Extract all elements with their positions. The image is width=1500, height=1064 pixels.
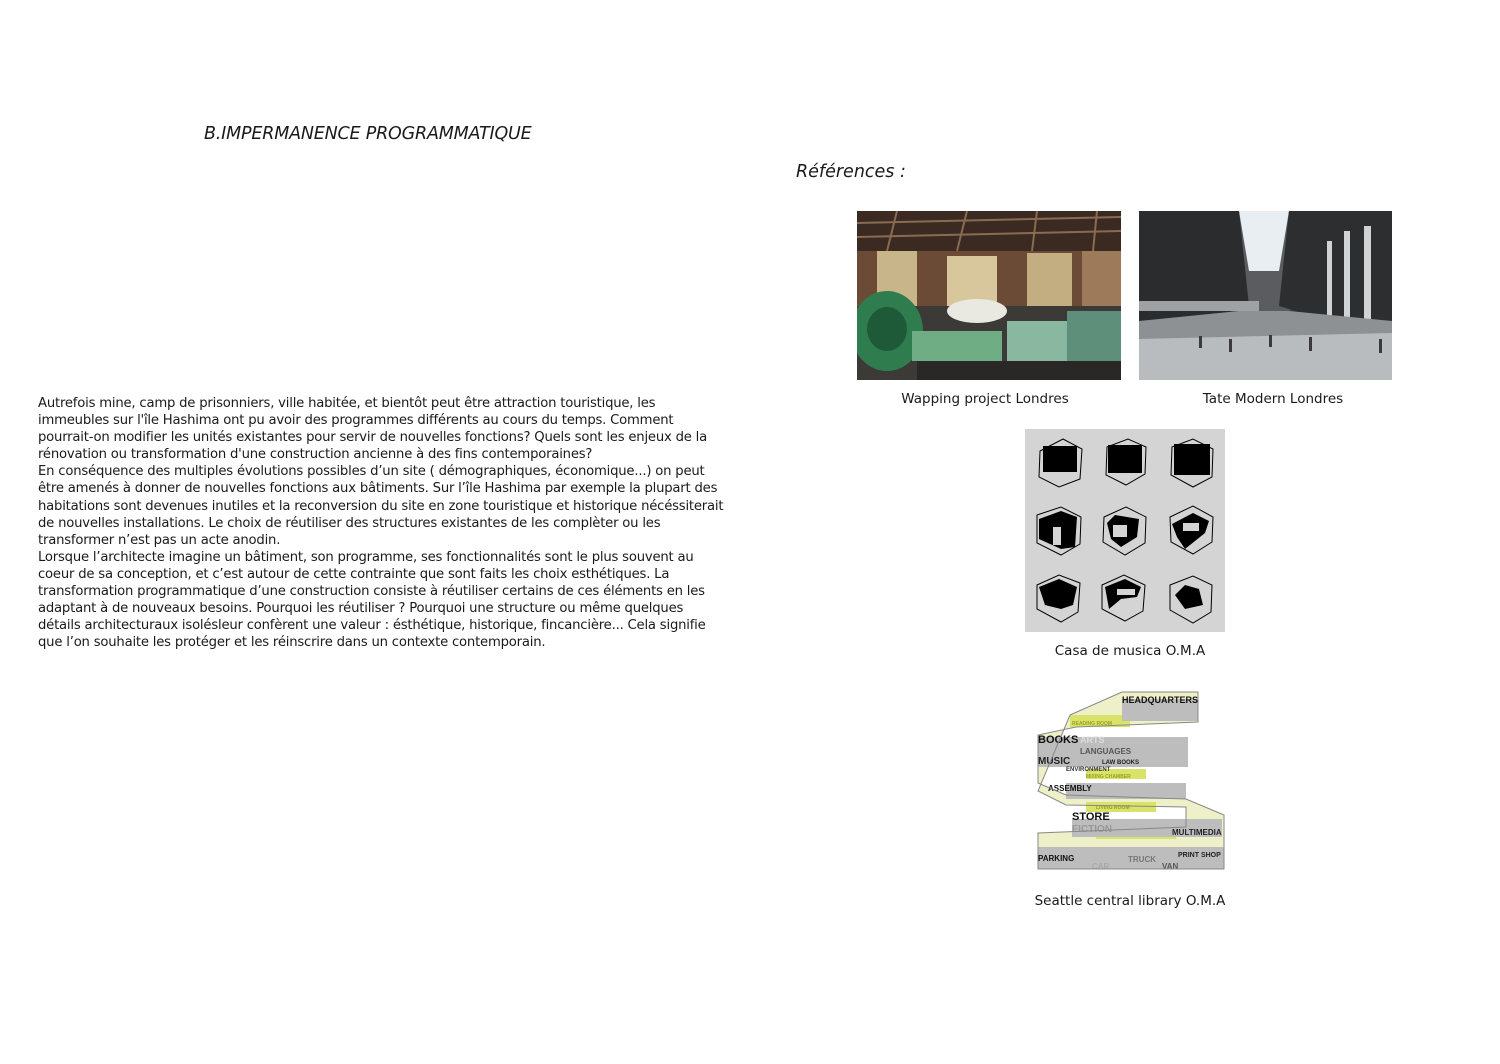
library-word-music: MUSIC: [1038, 756, 1071, 767]
library-word-fiction: FICTION: [1072, 824, 1112, 835]
library-word-car: CAR: [1092, 862, 1110, 871]
library-word-mixing-chamber: MIXING CHAMBER: [1086, 774, 1131, 780]
library-word-arts: ARTS: [1080, 735, 1105, 745]
library-word-parking: PARKING: [1038, 854, 1075, 863]
library-word-van: VAN: [1162, 862, 1179, 871]
library-word-law-books: LAW BOOKS: [1102, 760, 1139, 766]
library-word-environment: ENVIRONMENT: [1066, 767, 1111, 773]
library-word-headquarters: HEADQUARTERS: [1122, 695, 1199, 705]
library-word-assembly: ASSEMBLY: [1048, 784, 1092, 793]
seattle-library-caption: Seattle central library O.M.A: [1034, 893, 1226, 909]
tate-modern-image: [1139, 211, 1392, 380]
seattle-library-diagram: [1036, 687, 1228, 872]
library-word-reading-room: READING ROOM: [1072, 721, 1112, 727]
library-word-books: BOOKS: [1038, 734, 1079, 746]
section-title: B.IMPERMANENCE PROGRAMMATIQUE: [204, 124, 532, 144]
library-word-multimedia: MULTIMEDIA: [1172, 828, 1222, 837]
casa-de-musica-caption: Casa de musica O.M.A: [1054, 643, 1206, 659]
body-text: [38, 395, 728, 651]
casa-de-musica-diagram: [1025, 429, 1225, 632]
tate-modern-caption: Tate Modern Londres: [1202, 391, 1344, 407]
body-paragraph: Lorsque l’architecte imagine un bâtiment, son programme, ses fonctionnalités sont le plus souvent au coeur de sa conception, et c’est autour de cette contrainte que sont faits les choix esthétiques. La transformation programmatique d’une construction consiste à réutiliser certains de ces éléments en les adaptant à de nouveaux besoins. Pourquoi les réutiliser ? Pourquoi une structure ou même quelques détails architecturaux isolésleur confèrent une valeur : ésthétique, historique, fincancière... Cela signifie que l’on souhaite les protéger et les réinscrire dans un contexte contemporain.: [38, 549, 706, 651]
library-word-living-room: LIVING ROOM: [1096, 805, 1130, 811]
library-word-store: STORE: [1072, 811, 1110, 823]
body-paragraph: Autrefois mine, camp de prisonniers, ville habitée, et bientôt peut être attraction touristique, les immeubles sur l'île Hashima ont pu avoir des programmes différents au cours du temps. Comment pourrait-on modifier les unités existantes pour servir de nouvelles fonctions? Quels sont les enjeux de la rénovation ou transformation d'une construction ancienne à des fins contemporaines?: [38, 396, 707, 463]
library-word-truck: TRUCK: [1128, 855, 1156, 864]
library-word-languages: LANGUAGES: [1080, 747, 1132, 756]
references-heading: Références :: [796, 162, 906, 182]
wapping-project-caption: Wapping project Londres: [901, 391, 1069, 407]
body-paragraph: En conséquence des multiples évolutions possibles d’un site ( démographiques, économique...) on peut être amenés à donner de nouvelles fonctions aux bâtiments. Sur l’île Hashima par exemple la plupart des habitations sont devenues inutiles et la reconversion du site en zone touristique et historique nécéssiterait de nouvelles installations. Le choix de réutiliser des structures existantes de les complèter ou les transformer n’est pas un acte anodin.: [38, 464, 724, 548]
wapping-project-image: [857, 211, 1121, 380]
library-word-print-shop: PRINT SHOP: [1178, 852, 1221, 859]
